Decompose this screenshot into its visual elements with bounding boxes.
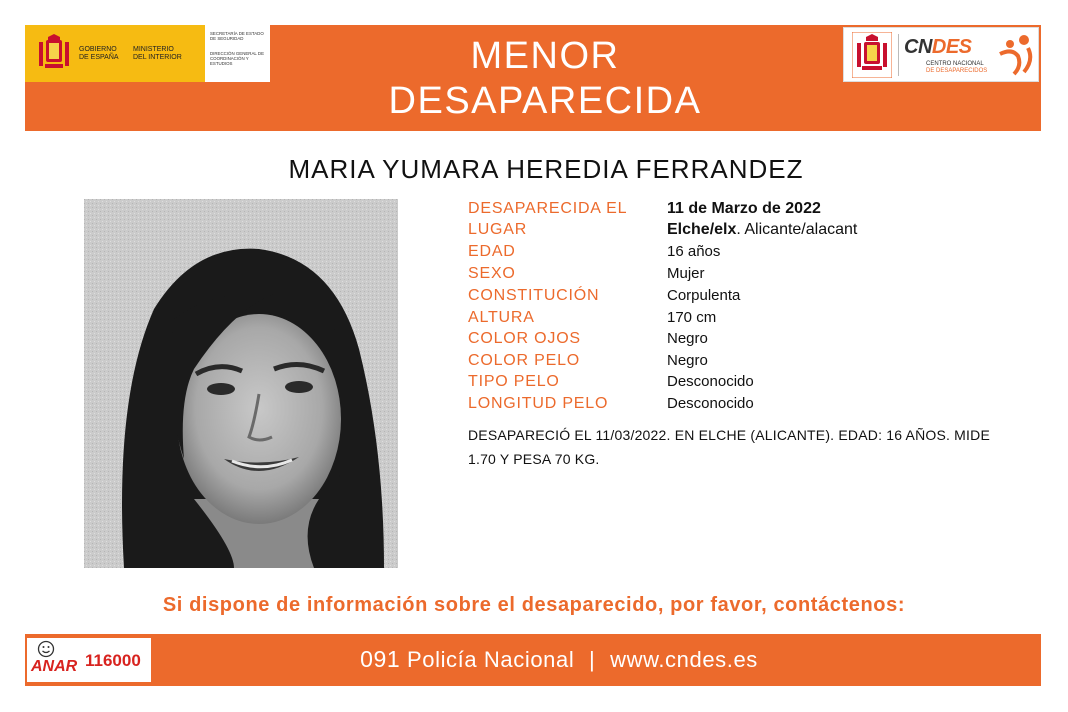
anar-number[interactable]: 116000 <box>85 651 141 670</box>
detail-label: COLOR OJOS <box>468 330 581 347</box>
detail-value: Mujer <box>667 265 705 282</box>
detail-value: 16 años <box>667 243 721 260</box>
secretaria-box <box>205 25 270 82</box>
title-line-2: DESAPARECIDA <box>388 80 702 122</box>
detail-label: TIPO PELO <box>468 373 560 390</box>
contact-prompt: Si dispone de información sobre el desaparecido, por favor, contáctenos: <box>162 594 906 616</box>
people-figure-icon <box>994 32 1036 78</box>
cndes-divider <box>898 34 899 76</box>
cndes-logo-text: CNDES <box>904 36 972 58</box>
detail-label: CONSTITUCIÓN <box>468 287 600 304</box>
person-name: MARIA YUMARA HEREDIA FERRANDEZ <box>288 154 804 184</box>
footer-contact <box>25 646 1068 673</box>
detail-value: Elche/elx. Alicante/alacant <box>667 221 858 238</box>
header-banner <box>25 25 1041 131</box>
title-line-1: MENOR <box>470 35 620 77</box>
detail-value: Desconocido <box>667 395 754 412</box>
portrait-illustration <box>84 199 398 568</box>
detail-label: ALTURA <box>468 309 535 326</box>
separator: | <box>589 647 596 672</box>
cndes-logo-box <box>843 27 1039 82</box>
police-name: Policía Nacional <box>406 647 575 672</box>
detail-label: LONGITUD PELO <box>468 395 609 412</box>
description-text: DESAPARECIÓ EL 11/03/2022. EN ELCHE (ALICANTE). EDAD: 16 AÑOS. MIDE 1.70 Y PESA 70 KG. <box>468 427 990 467</box>
anar-label: ANAR <box>31 658 78 675</box>
direccion-text: DIRECCIÓN GENERAL DE COORDINACIÓN Y ESTUDIOS <box>210 51 264 66</box>
website-link[interactable]: www.cndes.es <box>610 647 758 672</box>
person-photo <box>84 199 398 568</box>
footer-banner <box>25 634 1041 686</box>
detail-value: Negro <box>667 352 708 369</box>
detail-value: 170 cm <box>667 309 717 326</box>
detail-value: Negro <box>667 330 708 347</box>
cndes-subtitle: CENTRO NACIONAL DE DESAPARECIDOS <box>926 61 988 74</box>
detail-value: Desconocido <box>667 373 754 390</box>
detail-value: Corpulenta <box>667 287 741 304</box>
secretaria-text: SECRETARÍA DE ESTADO DE SEGURIDAD <box>210 31 264 41</box>
detail-label: SEXO <box>468 265 516 282</box>
ministerio-text: MINISTERIO DEL INTERIOR <box>133 45 182 61</box>
detail-label: LUGAR <box>468 221 528 238</box>
detail-value: 11 de Marzo de 2022 <box>667 200 821 217</box>
phone-number[interactable]: 091 <box>360 646 401 672</box>
coat-of-arms-icon <box>37 34 71 74</box>
detail-label: EDAD <box>468 243 516 260</box>
crown-seal-icon <box>852 32 892 78</box>
detail-label: DESAPARECIDA EL <box>468 200 628 217</box>
gobierno-text: GOBIERNO DE ESPAÑA <box>79 45 119 61</box>
detail-label: COLOR PELO <box>468 352 581 369</box>
